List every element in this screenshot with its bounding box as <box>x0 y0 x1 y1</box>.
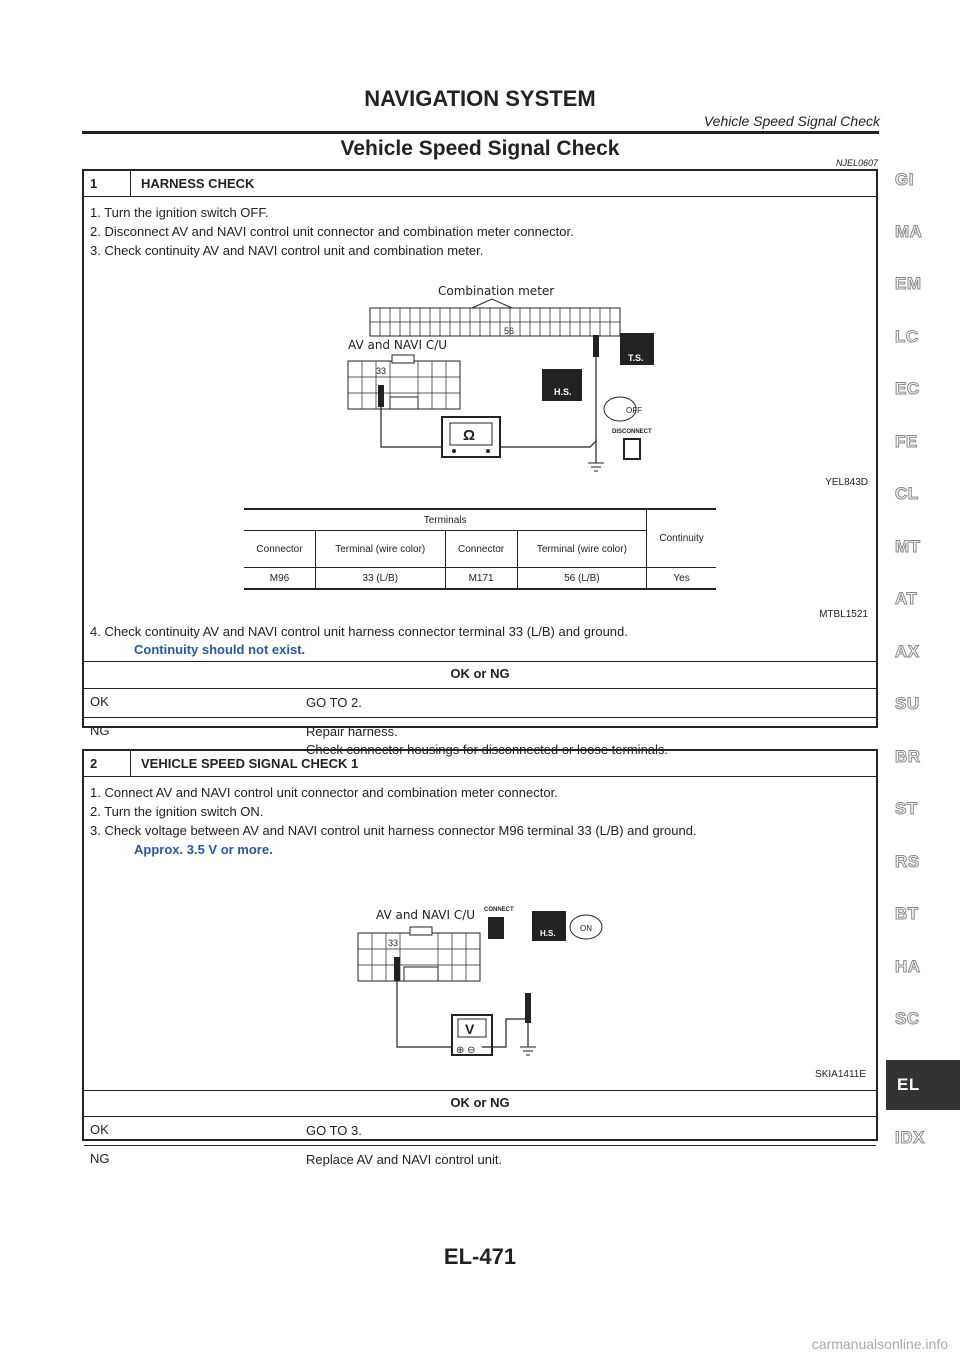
step1-instruction-1: 1. Turn the ignition switch OFF. <box>90 205 269 220</box>
tab-at[interactable]: AT <box>895 589 918 608</box>
tab-su[interactable]: SU <box>895 694 920 713</box>
tab-ec[interactable]: EC <box>895 379 920 398</box>
header-rule <box>82 131 879 134</box>
combination-meter-label: Combination meter <box>438 284 555 298</box>
tab-fe[interactable]: FE <box>895 432 918 451</box>
step1-body <box>84 197 876 662</box>
step1-instruction-4: 4. Check continuity AV and NAVI control unit harness connector terminal 33 (L/B) and ground. <box>90 624 628 639</box>
svg-text:H.S.: H.S. <box>554 387 572 397</box>
pin-33-label: 33 <box>376 366 387 376</box>
av-navi-cu-label: AV and NAVI C/U <box>376 908 476 922</box>
header-connector-1: Connector <box>244 531 315 568</box>
tab-em[interactable]: EM <box>895 274 922 293</box>
result-value: GO TO 3. <box>306 1123 362 1138</box>
step2-number: 2 <box>84 751 131 776</box>
section-title: Vehicle Speed Signal Check <box>340 137 620 160</box>
continuity-diagram <box>342 281 652 477</box>
pin-56-label: 56 <box>504 326 515 336</box>
tab-lc[interactable]: LC <box>895 327 919 346</box>
result-key: OK <box>90 694 109 709</box>
header-connector-2: Connector <box>445 531 517 568</box>
ohm-icon: Ω <box>463 427 476 444</box>
tab-idx[interactable]: IDX <box>895 1128 925 1147</box>
av-navi-cu-label: AV and NAVI C/U <box>348 338 448 352</box>
step1-instruction-2: 2. Disconnect AV and NAVI control unit connector and combination meter connector. <box>90 224 574 239</box>
step2-instruction-1: 1. Connect AV and NAVI control unit connector and combination meter connector. <box>90 785 558 800</box>
svg-text:CONNECT: CONNECT <box>484 907 514 913</box>
continuity-header: Continuity <box>647 509 716 568</box>
step1-spec: Continuity should not exist. <box>134 642 306 657</box>
tab-bt[interactable]: BT <box>895 904 919 923</box>
tab-br[interactable]: BR <box>895 747 921 766</box>
page-number: EL-471 <box>443 1244 517 1269</box>
tab-ax[interactable]: AX <box>895 642 920 661</box>
step2-instruction-3: 3. Check voltage between AV and NAVI control unit harness connector M96 terminal 33 (L/B) and ground. <box>90 823 697 838</box>
result-value: GO TO 2. <box>306 695 362 710</box>
table-code: MTBL1521 <box>819 609 868 620</box>
figure2-code: SKIA1411E <box>815 1069 866 1080</box>
svg-text:DISCONNECT: DISCONNECT <box>612 429 652 435</box>
voltmeter-icon: V <box>465 1021 475 1037</box>
cell-connector-2: M171 <box>445 568 517 590</box>
cell-connector-1: M96 <box>244 568 315 590</box>
step2-result-ok <box>84 1117 876 1146</box>
terminals-group-header: Terminals <box>244 509 647 531</box>
svg-text:H.S.: H.S. <box>540 929 556 938</box>
step2-spec: Approx. 3.5 V or more. <box>134 842 273 857</box>
tab-rs[interactable]: RS <box>895 852 920 871</box>
header-terminal-2: Terminal (wire color) <box>517 531 647 568</box>
page-header-title: NAVIGATION SYSTEM <box>364 86 596 111</box>
cell-terminal-2: 56 (L/B) <box>517 568 647 590</box>
svg-text:OFF: OFF <box>626 406 642 415</box>
step1-okng-row <box>84 662 876 688</box>
tab-st[interactable]: ST <box>895 799 918 818</box>
step1-result-ok <box>84 688 876 718</box>
result-value-line2: Check connector housings for disconnected or loose terminals. <box>306 742 669 757</box>
connect-connector-icon <box>488 917 504 939</box>
result-key: OK <box>90 1122 109 1137</box>
step1-title: HARNESS CHECK <box>141 176 255 191</box>
tab-cl[interactable]: CL <box>895 484 919 503</box>
cell-terminal-1: 33 (L/B) <box>315 568 445 590</box>
tab-ha[interactable]: HA <box>895 957 921 976</box>
step1-instruction-3: 3. Check continuity AV and NAVI control unit and combination meter. <box>90 243 484 258</box>
cell-continuity: Yes <box>673 572 690 584</box>
disconnect-connector-icon <box>624 439 640 459</box>
table-row <box>244 568 716 590</box>
tab-mt[interactable]: MT <box>895 537 921 556</box>
svg-text:T.S.: T.S. <box>628 353 644 363</box>
voltage-diagram <box>352 901 612 1067</box>
step2-instruction-2: 2. Turn the ignition switch ON. <box>90 804 264 819</box>
svg-text:ON: ON <box>580 924 592 933</box>
step1-number: 1 <box>84 171 131 196</box>
tab-el[interactable]: EL <box>886 1060 960 1110</box>
page-header-subtitle: Vehicle Speed Signal Check <box>703 113 880 129</box>
pin-33-label: 33 <box>388 938 399 948</box>
step2-okng: OK or NG <box>450 1095 510 1110</box>
tab-ma[interactable]: MA <box>895 222 923 241</box>
result-key: NG <box>90 1151 110 1166</box>
step1-header <box>84 171 876 197</box>
step2-header <box>84 751 876 777</box>
step2-box <box>82 749 878 1167</box>
tab-gi[interactable]: GI <box>895 170 914 189</box>
header-terminal-1: Terminal (wire color) <box>315 531 445 568</box>
result-value-line1: Repair harness. <box>306 724 398 739</box>
section-code: NJEL0607 <box>835 158 878 168</box>
step2-okng-row <box>84 1091 876 1117</box>
step2-result-ng <box>84 1146 876 1174</box>
terminals-table <box>244 508 716 590</box>
svg-text:⊕ ⊖: ⊕ ⊖ <box>456 1045 476 1056</box>
step1-box <box>82 169 878 757</box>
result-key: NG <box>90 723 110 738</box>
footer-watermark[interactable]: carmanualsonline.info <box>811 1336 948 1352</box>
step1-okng: OK or NG <box>450 666 510 681</box>
result-value: Replace AV and NAVI control unit. <box>306 1152 503 1167</box>
step2-title: VEHICLE SPEED SIGNAL CHECK 1 <box>141 756 359 771</box>
tab-sc[interactable]: SC <box>895 1009 920 1028</box>
figure1-code: YEL843D <box>825 477 868 488</box>
step2-body <box>84 777 876 1091</box>
